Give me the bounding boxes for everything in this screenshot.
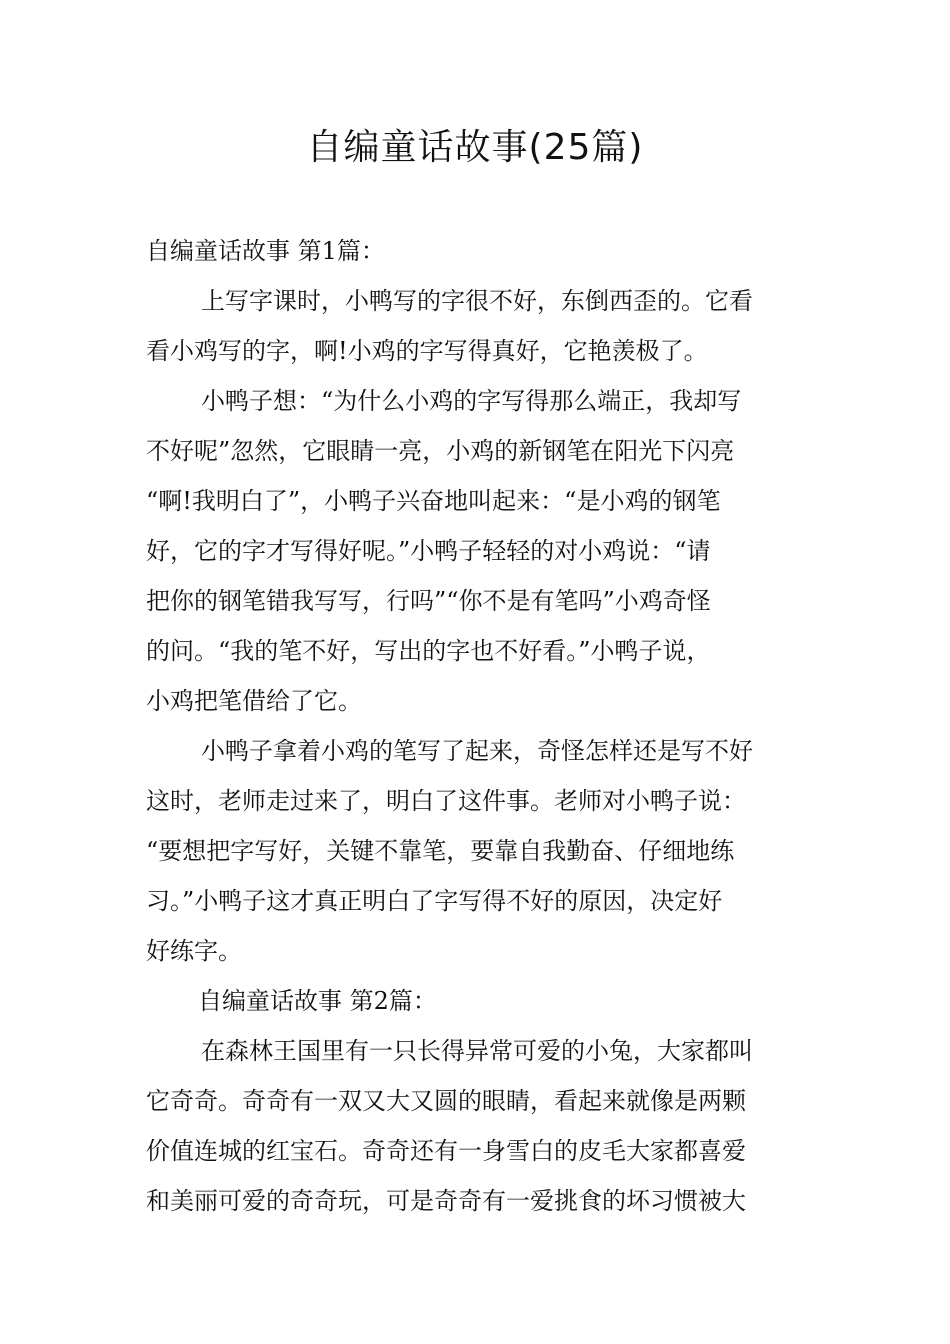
paragraph-line: 和美丽可爱的奇奇玩，可是奇奇有一爱挑食的坏习惯被大 xyxy=(146,1187,746,1215)
paragraph-line: “啊!我明白了”，小鸭子兴奋地叫起来：“是小鸡的钢笔 xyxy=(146,487,721,515)
paragraph-line: 看小鸡写的字，啊!小鸡的字写得真好，它艳羡极了。 xyxy=(146,337,708,365)
paragraph-line: 不好呢”忽然，它眼睛一亮，小鸡的新钢笔在阳光下闪亮 xyxy=(146,437,735,465)
document-body xyxy=(146,226,806,1226)
paragraph-line: 这时，老师走过来了，明白了这件事。老师对小鸭子说： xyxy=(146,787,746,815)
paragraph-line: “要想把字写好，关键不靠笔，要靠自我勤奋、仔细地练 xyxy=(146,837,735,865)
paragraph-line: 上写字课时，小鸭写的字很不好，东倒西歪的。它看 xyxy=(201,287,753,315)
document-title: 自编童话故事(25篇) xyxy=(306,127,644,168)
paragraph-line: 价值连城的红宝石。奇奇还有一身雪白的皮毛大家都喜爱 xyxy=(146,1137,746,1165)
paragraph-line: 习。”小鸭子这才真正明白了字写得不好的原因，决定好 xyxy=(146,887,723,915)
paragraph-line: 好，它的字才写得好呢。”小鸭子轻轻的对小鸡说：“请 xyxy=(146,537,711,565)
paragraph-line: 小鸭子拿着小鸡的笔写了起来，奇怪怎样还是写不好 xyxy=(201,737,753,765)
paragraph-line: 在森林王国里有一只长得异常可爱的小兔，大家都叫 xyxy=(201,1037,753,1065)
paragraph-line: 把你的钢笔错我写写，行吗”“你不是有笔吗”小鸡奇怪 xyxy=(146,587,711,615)
paragraph-line: 它奇奇。奇奇有一双又大又圆的眼睛，看起来就像是两颗 xyxy=(146,1087,746,1115)
paragraph-line: 的问。“我的笔不好，写出的字也不好看。”小鸭子说， xyxy=(146,637,711,665)
paragraph-line: 好练字。 xyxy=(146,937,242,965)
section-heading: 自编童话故事 第1篇： xyxy=(146,237,385,265)
paragraph-line: 小鸡把笔借给了它。 xyxy=(146,687,362,715)
paragraph-line: 小鸭子想：“为什么小鸡的字写得那么端正，我却写 xyxy=(201,387,742,415)
section-heading: 自编童话故事 第2篇： xyxy=(198,987,437,1015)
